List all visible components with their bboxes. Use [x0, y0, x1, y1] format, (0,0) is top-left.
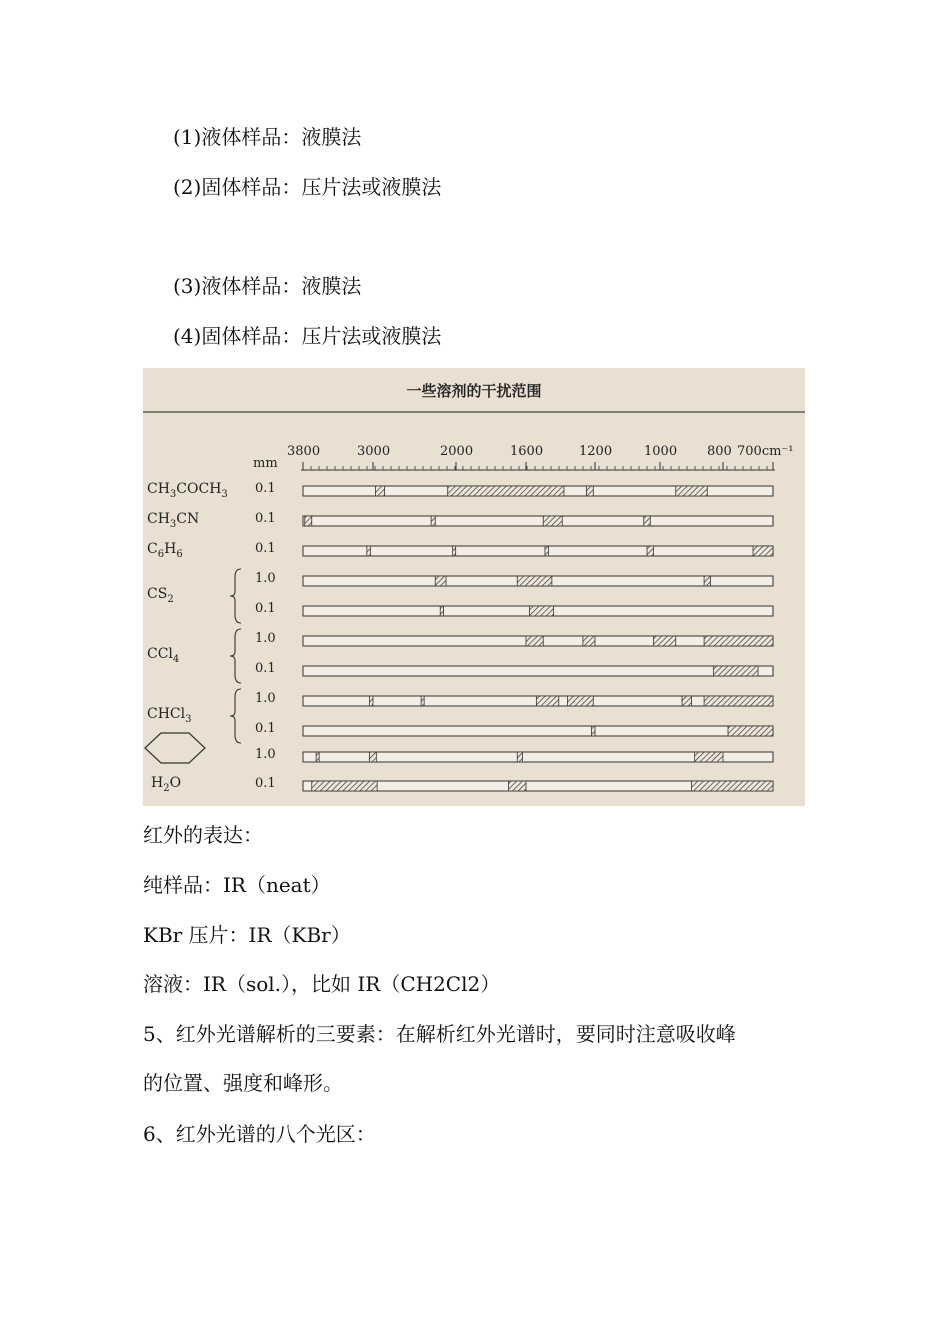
axis-tick-label: 1600 [510, 444, 544, 459]
solvent-name-water: $H_2O$ [151, 775, 182, 794]
interference-band [704, 576, 710, 586]
interference-band [704, 636, 773, 646]
thickness-label: 0.1 [255, 601, 276, 616]
solvent-bar [303, 726, 773, 736]
interference-band [753, 546, 773, 556]
row-brace [230, 629, 241, 683]
thickness-label: 1.0 [255, 691, 276, 706]
interference-band [453, 546, 456, 556]
thickness-label: 1.0 [255, 747, 276, 762]
paragraph-line: 的位置、强度和峰形。 [143, 1071, 343, 1095]
axis-tick-label: 1200 [579, 444, 613, 459]
paragraph-line: 6、红外光谱的八个光区： [143, 1122, 376, 1146]
interference-band [375, 486, 384, 496]
interference-band [316, 752, 319, 762]
interference-band [695, 752, 723, 762]
axis-tick-label: 700cm⁻¹ [737, 444, 794, 459]
interference-band [305, 516, 312, 526]
axis-tick-label: 3000 [357, 444, 391, 459]
benzene-ring-icon [145, 733, 205, 763]
interference-band [644, 516, 651, 526]
interference-band [676, 486, 708, 496]
interference-band [682, 696, 691, 706]
thickness-label: 1.0 [255, 631, 276, 646]
interference-band [704, 696, 773, 706]
interference-band [654, 636, 676, 646]
solvent-name: $CH_3CN$ [147, 511, 200, 530]
paragraph-line: (1)液体样品：液膜法 [173, 125, 362, 149]
interference-band [421, 696, 424, 706]
solvent-bar [303, 516, 773, 526]
thickness-label: 0.1 [255, 721, 276, 736]
interference-band [517, 576, 552, 586]
interference-band [536, 696, 558, 706]
interference-band [440, 606, 443, 616]
solvent-bar [303, 546, 773, 556]
thickness-label: 0.1 [255, 661, 276, 676]
solvent-name: $C_6H_6$ [147, 541, 183, 560]
interference-band [312, 781, 377, 791]
interference-band [448, 486, 564, 496]
interference-band [567, 696, 593, 706]
interference-band [431, 516, 435, 526]
paragraph-line: 溶液：IR（sol.），比如 IR（CH2Cl2） [143, 972, 501, 996]
solvent-name: CCl$_4$ [147, 646, 180, 665]
interference-band [728, 726, 773, 736]
interference-band [435, 576, 446, 586]
interference-band [370, 752, 377, 762]
paragraph-line: 红外的表达： [143, 823, 263, 847]
thickness-label: 0.1 [255, 541, 276, 556]
solvent-interference-figure [143, 368, 805, 806]
paragraph-line: (2)固体样品：压片法或液膜法 [173, 175, 442, 199]
thickness-label: 0.1 [255, 776, 276, 791]
row-brace [230, 569, 241, 623]
solvent-name: $CS_2$ [147, 586, 174, 605]
interference-band [592, 726, 595, 736]
interference-band [692, 781, 774, 791]
interference-band [526, 636, 543, 646]
interference-band [647, 546, 654, 556]
thickness-label: 1.0 [255, 571, 276, 586]
thickness-label: 0.1 [255, 481, 276, 496]
axis-tick-label: 3800 [287, 444, 321, 459]
paragraph-line: (4)固体样品：压片法或液膜法 [173, 324, 442, 348]
solvent-bar [303, 666, 773, 676]
paragraph-line: 纯样品：IR（neat） [143, 873, 331, 897]
interference-band [517, 752, 522, 762]
figure-title: 一些溶剂的干扰范围 [406, 382, 542, 400]
interference-band [583, 636, 595, 646]
axis-tick-label: 2000 [440, 444, 474, 459]
interference-band [545, 546, 548, 556]
interference-band [370, 696, 374, 706]
interference-band [367, 546, 371, 556]
thickness-unit-label: mm [253, 456, 278, 471]
interference-band [586, 486, 593, 496]
paragraph-line: (3)液体样品：液膜法 [173, 274, 362, 298]
thickness-label: 0.1 [255, 511, 276, 526]
row-brace [230, 689, 241, 743]
solvent-name: $CH_3COCH_3$ [147, 481, 228, 500]
interference-band [543, 516, 562, 526]
axis-tick-label: 800 [707, 444, 732, 459]
interference-band [714, 666, 758, 676]
paragraph-line: 5、红外光谱解析的三要素：在解析红外光谱时，要同时注意吸收峰 [143, 1022, 736, 1046]
solvent-name: CHCl$_3$ [147, 706, 192, 725]
paragraph-line: KBr 压片：IR（KBr） [143, 923, 351, 947]
axis-tick-label: 1000 [644, 444, 678, 459]
interference-chart [143, 368, 805, 806]
interference-band [509, 781, 527, 791]
interference-band [529, 606, 553, 616]
